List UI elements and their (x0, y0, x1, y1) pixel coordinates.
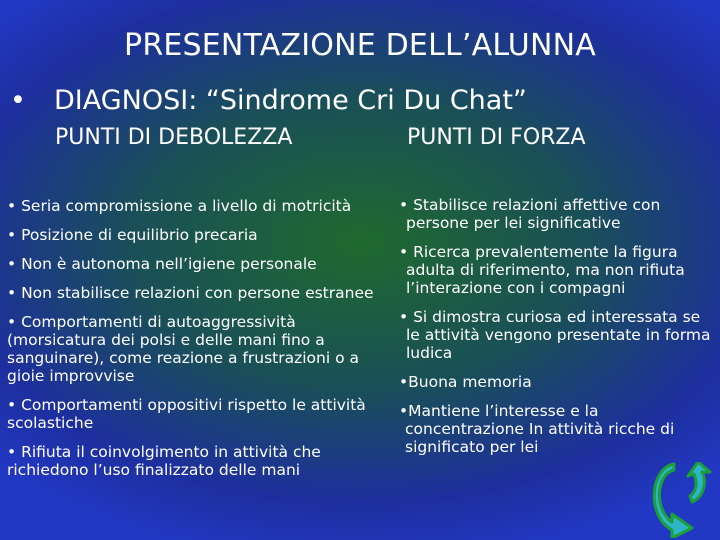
weaknesses-heading: PUNTI DI DEBOLEZZA (55, 125, 293, 150)
weaknesses-list (7, 197, 375, 490)
weakness-item: • Rifiuta il coinvolgimento in attività che richiedono l’uso finalizzato delle mani (7, 443, 321, 479)
weakness-item: • Seria compromissione a livello di motricità (7, 197, 352, 215)
strength-item: • Stabilisce relazioni affettive con persone per lei significative (399, 196, 661, 232)
strengths-list (399, 196, 711, 467)
weakness-item: • Non stabilisce relazioni con persone estranee (7, 284, 374, 302)
weakness-item: • Posizione di equilibrio precaria (7, 226, 258, 244)
strength-item: • Si dimostra curiosa ed interessata se le attività vengono presentate in forma ludica (399, 308, 711, 362)
return-arrow-icon[interactable] (652, 462, 712, 538)
weakness-item: • Comportamenti di autoaggressività (morsicatura dei polsi e delle mani fino a sanguinare), come reazione a frustrazioni o a gioie improvvise (7, 313, 359, 385)
strength-item: • Ricerca prevalentemente la figura adulta di riferimento, ma non rifiuta l’interazione con i compagni (399, 243, 685, 297)
slide-title: PRESENTAZIONE DELL’ALUNNA (124, 28, 596, 63)
strengths-heading: PUNTI DI FORZA (407, 125, 586, 150)
diagnosis-line (10, 85, 527, 116)
weakness-item: • Non è autonoma nell’igiene personale (7, 255, 317, 273)
diagnosis-text: DIAGNOSI: “Sindrome Cri Du Chat” (54, 85, 527, 116)
strength-item: •Mantiene l’interesse e la concentrazione In attività ricche di significato per lei (399, 402, 675, 456)
strength-item: •Buona memoria (399, 373, 532, 391)
weakness-item: • Comportamenti oppositivi rispetto le attività scolastiche (7, 396, 366, 432)
diagnosis-bullet: • (10, 85, 26, 116)
